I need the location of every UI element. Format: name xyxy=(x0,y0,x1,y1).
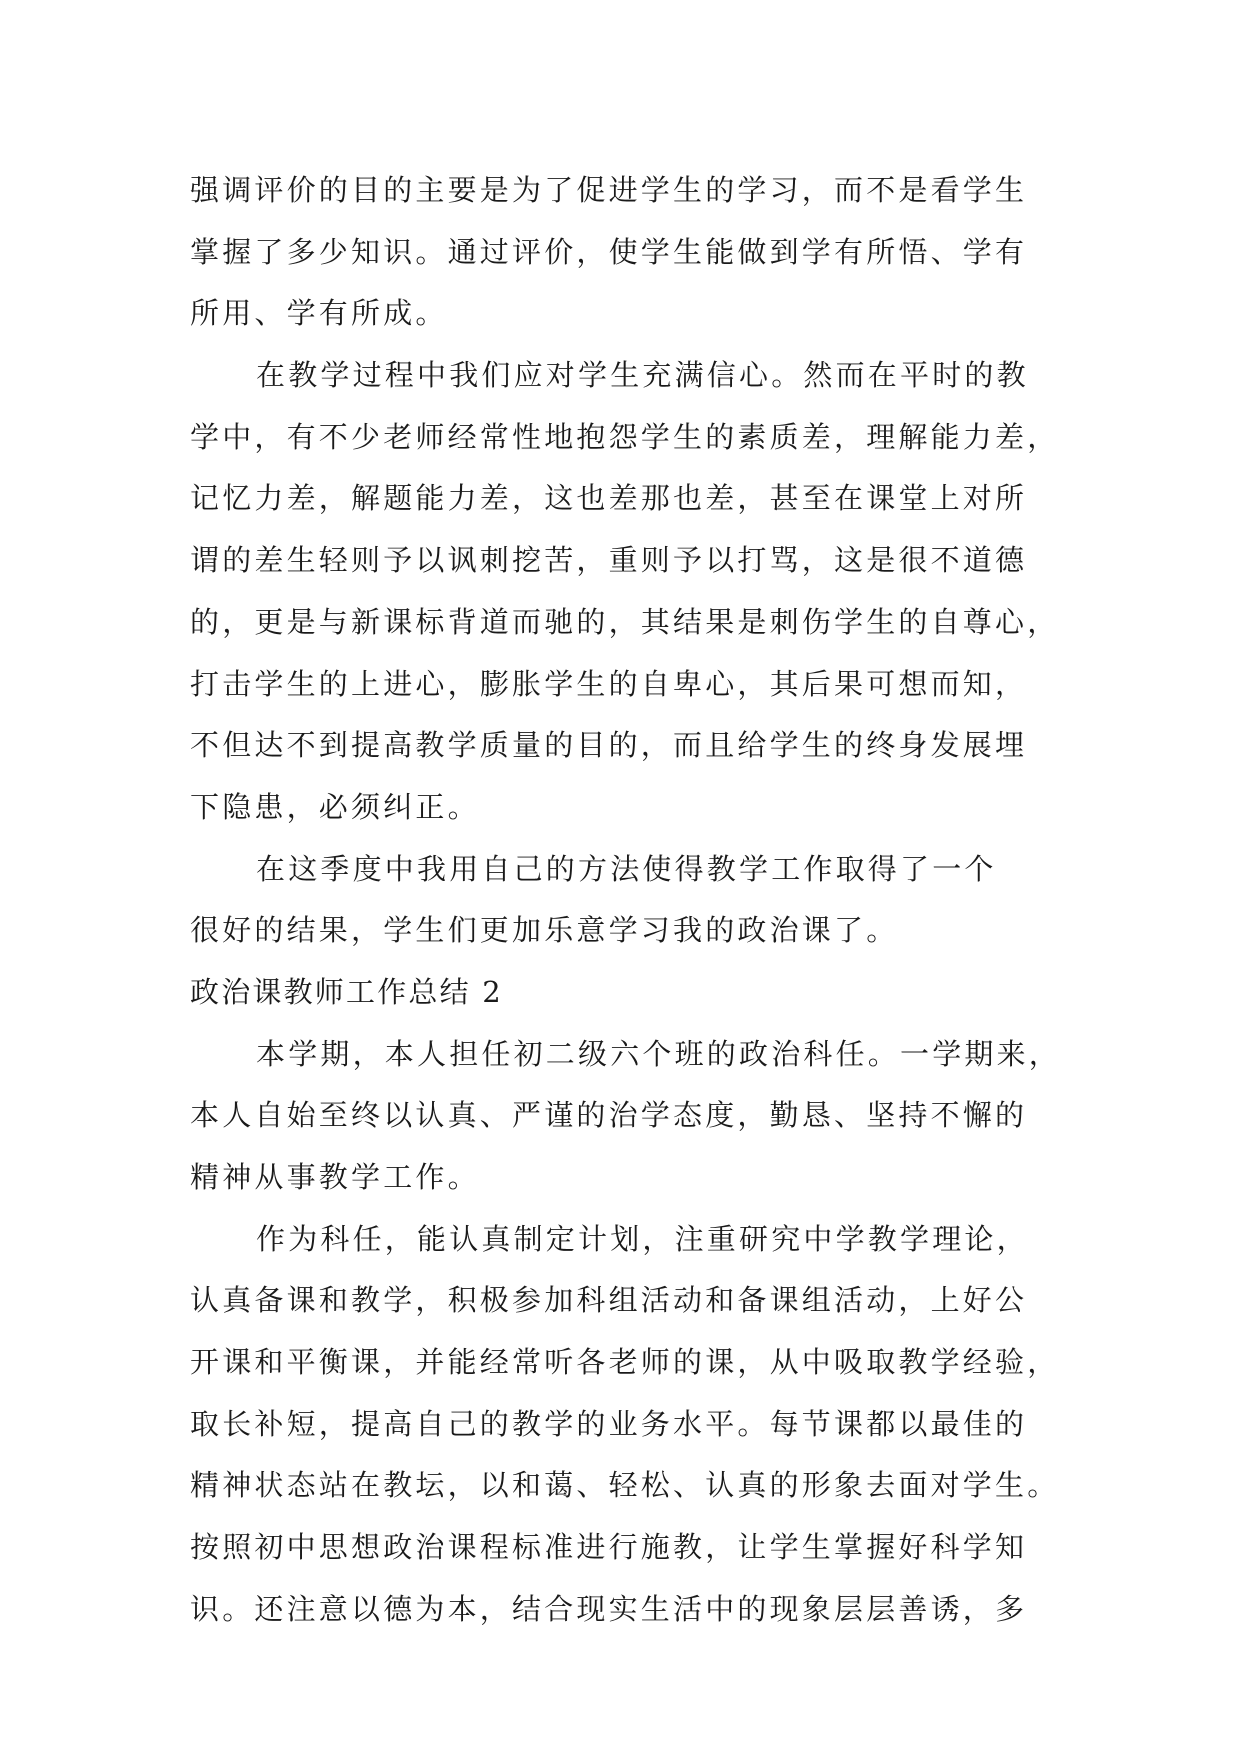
text-line: 开课和平衡课，并能经常听各老师的课，从中吸取教学经验， xyxy=(190,1345,1060,1380)
text-line: 按照初中思想政治课程标准进行施教，让学生掌握好科学知 xyxy=(190,1530,1028,1565)
body-text xyxy=(190,160,1060,1641)
text-line: 的，更是与新课标背道而驰的，其结果是刺伤学生的自尊心， xyxy=(190,604,1060,639)
text-line: 精神从事教学工作。 xyxy=(190,1160,480,1194)
section-heading: 政治课教师工作总结 2 xyxy=(190,974,503,1009)
text-line: 识。还注意以德为本，结合现实生活中的现象层层善诱，多 xyxy=(190,1591,1028,1626)
text-line: 作为科任，能认真制定计划，注重研究中学教学理论， xyxy=(256,1221,1029,1256)
text-line: 精神状态站在教坛，以和蔼、轻松、认真的形象去面对学生。 xyxy=(190,1468,1060,1503)
text-line: 打击学生的上进心，膨胀学生的自卑心，其后果可想而知， xyxy=(190,666,1028,701)
text-line: 所用、学有所成。 xyxy=(190,296,448,331)
text-line: 取长补短，提高自己的教学的业务水平。每节课都以最佳的 xyxy=(190,1406,1028,1441)
text-line: 谓的差生轻则予以讽刺挖苦，重则予以打骂，这是很不道德 xyxy=(190,543,1028,578)
text-line: 很好的结果，学生们更加乐意学习我的政治课了。 xyxy=(190,913,899,948)
text-line: 学中，有不少老师经常性地抱怨学生的素质差，理解能力差， xyxy=(190,419,1060,454)
text-line: 不但达不到提高教学质量的目的，而且给学生的终身发展埋 xyxy=(190,728,1028,763)
text-line: 本学期，本人担任初二级六个班的政治科任。一学期来， xyxy=(256,1036,1062,1071)
text-line: 本人自始至终以认真、严谨的治学态度，勤恳、坚持不懈的 xyxy=(190,1098,1028,1133)
text-line: 强调评价的目的主要是为了促进学生的学习，而不是看学生 xyxy=(190,173,1028,207)
text-line: 在教学过程中我们应对学生充满信心。然而在平时的教 xyxy=(256,358,1029,393)
text-line: 在这季度中我用自己的方法使得教学工作取得了一个 xyxy=(256,851,997,886)
text-line: 认真备课和教学，积极参加科组活动和备课组活动，上好公 xyxy=(190,1283,1028,1318)
text-line: 记忆力差，解题能力差，这也差那也差，甚至在课堂上对所 xyxy=(190,481,1028,516)
text-line: 下隐患，必须纠正。 xyxy=(190,789,480,824)
text-line: 掌握了多少知识。通过评价，使学生能做到学有所悟、学有 xyxy=(190,234,1028,269)
